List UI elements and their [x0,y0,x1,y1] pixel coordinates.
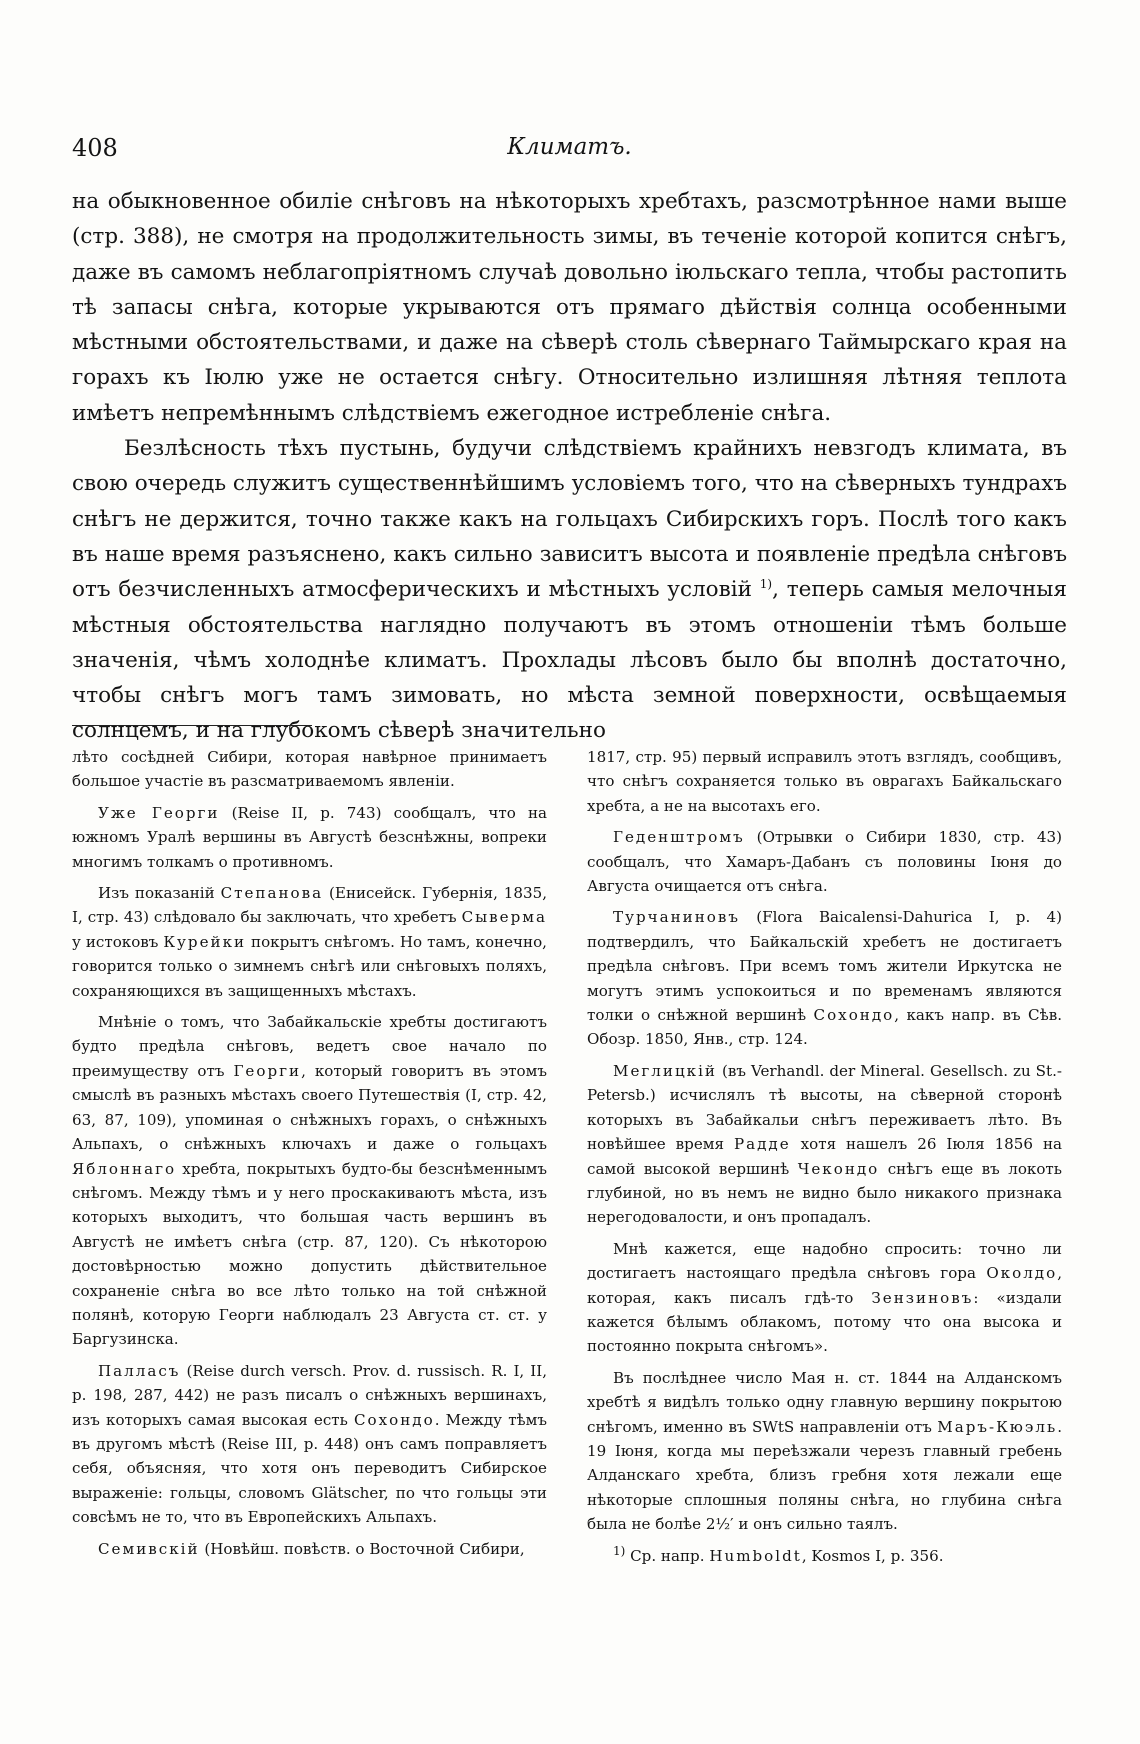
place-name: Сыверма [461,908,547,927]
footnote-text: , которая, какъ писалъ гдѣ-то [587,1264,1062,1307]
footnotes-right-column [587,745,1062,1575]
paragraph-2-part-a: Безлѣсность тѣхъ пустынь, будучи слѣдствіемъ крайнихъ невзгодъ климата, въ свою очередь служитъ существеннѣйшимъ условіемъ того, что на сѣверныхъ тундрахъ снѣгъ не держится, точно также какъ на гольцахъ Сибирскихъ горъ. Послѣ того какъ въ наше время разъяснено, какъ сильно зависитъ высота и появленіе предѣла снѣговъ отъ безчисленныхъ атмосферическихъ и мѣстныхъ условій [72,436,1067,603]
paragraph-1: на обыкновенное обиліе снѣговъ на нѣкоторыхъ хребтахъ, разсмотрѣнное нами выше (стр. 388), не смотря на продолжительность зимы, въ теченіе которой копится снѣгъ, даже въ самомъ неблагопріятномъ случаѣ довольно іюльскаго тепла, чтобы растопить тѣ запасы снѣга, которые укрываются отъ прямаго дѣйствія солнца особенными мѣстными обстоятельствами, и даже на сѣверѣ столь сѣвернаго Таймырскаго края на горахъ къ Іюлю уже не остается снѣгу. Относительно излишняя лѣтняя теплота имѣетъ непремѣннымъ слѣдствіемъ ежегодное истребленіе снѣга. [72,189,1067,426]
author-name: Уже Георги [98,803,220,822]
place-name: Сохондо [813,1006,895,1025]
place-name: Околдо [986,1264,1058,1283]
footnote-divider [72,725,312,726]
footnote-text: (въ Verhandl. der Mineral. Gesellsch. zu St.-Petersb.) исчислялъ тѣ высоты, на сѣверной сторонѣ которыхъ въ Забайкальи снѣгъ переживаетъ лѣто. Въ новѣйшее время [587,1061,1062,1154]
paragraph-2 [72,431,1067,749]
footnote-zabaikal [72,1010,547,1352]
footnotes-left-column [72,745,547,1568]
footnote-georgi [72,801,547,874]
place-name: Яблоннаго [72,1159,177,1178]
author-name: Humboldt [709,1546,802,1565]
footnote-text: : «издали кажется бѣлымъ облакомъ, потому что она высока и постоянно покрыта снѣгомъ». [587,1288,1062,1356]
footnote-text: (Reise II, p. 743) сообщалъ, что на южномъ Уралѣ вершины въ Августѣ безснѣжны, вопреки многимъ толкамъ о противномъ. [72,803,547,871]
author-name: Радде [733,1135,791,1154]
page-header [72,134,1067,168]
footnote-marker: 1) [613,1543,626,1558]
footnote-text: снѣгъ еще въ локоть глубиной, но въ немъ не видно было никакого признака нерегодовалости, и онъ пропадалъ. [587,1159,1062,1227]
author-name: Семивскій [98,1539,200,1558]
footnote-text: . Между тѣмъ въ другомъ мѣстѣ (Reise III, p. 448) онъ самъ поправляетъ себя, объясняя, что хотя онъ переводитъ Сибирское выраженіе: гольцы, словомъ Glätscher, по что гольцы эти совсѣмъ не то, что въ Европейскихъ Альпахъ. [72,1410,547,1527]
footnote-text: (Отрывки о Сибири 1830, стр. 43) сообщалъ, что Хамаръ-Дабанъ съ половины Іюня до Августа очищается отъ снѣга. [587,828,1062,896]
footnote-text: хотя нашелъ 26 Іюля 1856 на самой высокой вершинѣ [587,1135,1062,1178]
footnote-reference[interactable]: 1) [759,577,773,592]
place-name: Курейки [163,932,247,951]
author-name: Георги [233,1061,302,1080]
footnote-turchaninov [587,905,1062,1051]
main-text [72,184,1067,749]
footnote-okoldo [587,1237,1062,1359]
place-name: Сохондо [354,1410,435,1429]
author-name: Геденштромъ [613,828,745,847]
footnote-text: Мнѣніе о томъ, что Забайкальскіе хребты достигаютъ будто предѣла снѣговъ, ведетъ свое начало по преимуществу отъ [72,1013,547,1080]
running-title: Климатъ. [507,134,632,160]
place-name: Маръ-Кюэль [937,1417,1058,1436]
footnote-text: (Reise durch versch. Prov. d. russisch. R. I, II, p. 198, 287, 442) не разъ писалъ о снѣжныхъ вершинахъ, изъ которыхъ самая высокая есть [72,1361,547,1429]
author-name: Меглицкій [613,1061,717,1080]
footnote-text: Мнѣ кажется, еще надобно спросить: точно ли достигаетъ настоящаго предѣла снѣговъ гора [587,1239,1062,1283]
footnote-text: , какъ напр. въ Сѣв. Обозр. 1850, Янв., стр. 124. [587,1006,1062,1049]
author-name: Зензиновъ [871,1288,974,1307]
author-name: Турчаниновъ [613,908,740,927]
footnote-meglitsky [587,1059,1062,1230]
footnote-1 [587,1544,1062,1568]
page-number: 408 [72,134,118,162]
place-name: Чекондо [797,1159,880,1178]
footnote-continuation: 1817, стр. 95) первый исправилъ этотъ взглядъ, сообщивъ, что снѣгъ сохраняется только въ оврагахъ Байкальскаго хребта, а не на высотахъ его. [587,748,1062,815]
footnote-text: у истоковъ [72,932,164,951]
footnote-text: (Flora Baicalensi-Dahurica I, p. 4) подтвердилъ, что Байкальскій хребетъ не достигаетъ предѣла снѣговъ. При всемъ томъ жители Иркутска не могутъ этимъ успокоиться и по временамъ являются толки о снѣжной вершинѣ [587,908,1062,1025]
footnote-text: . 19 Іюня, когда мы переѣзжали черезъ главный гребень Алданскаго хребта, близъ гребня хотя лежали еще нѣкоторые сплошныя поляны снѣга, но глубина снѣга была не болѣе 2½′ и онъ сильно таялъ. [587,1417,1062,1534]
footnote-text: (Новѣйш. повѣств. о Восточной Сибири, [199,1539,525,1558]
author-name: Степанова [220,884,324,903]
footnote-text: Изъ показаній [98,884,221,903]
footnote-gedenshtrom [587,825,1062,898]
footnote-text: Ср. напр. [625,1546,710,1565]
footnote-continuation: лѣто сосѣдней Сибири, которая навѣрное принимаетъ большое участіе въ разсматриваемомъ явленіи. [72,748,547,791]
paragraph-2-part-b: , теперь самыя мелочныя мѣстныя обстоятельства наглядно получаютъ въ этомъ отношеніи тѣмъ больше значенія, чѣмъ холоднѣе климатъ. Прохлады лѣсовъ было бы вполнѣ достаточно, чтобы снѣгъ могъ тамъ зимовать, но мѣста земной поверхности, освѣщаемыя солнцемъ, и на глубокомъ сѣверѣ значительно [72,577,1067,744]
footnote-text: покрытъ снѣгомъ. Но тамъ, конечно, говорится только о зимнемъ снѣгѣ или снѣговыхъ поляхъ, сохраняющихся въ защищенныхъ мѣстахъ. [72,932,547,1000]
author-name: Палласъ [98,1361,181,1380]
footnote-semivsky [72,1537,547,1561]
footnote-text: Въ послѣднее число Мая н. ст. 1844 на Алданскомъ хребтѣ я видѣлъ только одну главную вершину покрытою снѣгомъ, именно въ SWtS направленіи отъ [587,1368,1062,1436]
footnote-text: , Kosmos I, p. 356. [801,1546,944,1565]
footnote-pallas [72,1359,547,1530]
footnote-aldan [587,1366,1062,1537]
footnote-stepanov [72,881,547,1003]
footnote-text: , который говоритъ въ этомъ смыслѣ въ разныхъ мѣстахъ своего Путешествія (I, стр. 42, 63, 87, 109), упоминая о снѣжныхъ горахъ, о снѣжныхъ Альпахъ, о снѣжныхъ ключахъ и даже о гольцахъ [72,1061,547,1154]
footnote-text: (Енисейск. Губернія, 1835, I, стр. 43) слѣдовало бы заключать, что хребетъ [72,884,547,927]
footnote-text: хребта, покрытыхъ будто-бы безснѣменнымъ снѣгомъ. Между тѣмъ и у него проскакиваютъ мѣста, изъ которыхъ выходитъ, что большая часть вершинъ въ Августѣ не имѣетъ снѣга (стр. 87, 120). Съ нѣкоторою достовѣрностью можно допустить дѣйствительное сохраненіе снѣга во все лѣто только на той снѣжной полянѣ, которую Георги наблюдалъ 23 Августа ст. ст. у Баргузинска. [72,1159,547,1349]
